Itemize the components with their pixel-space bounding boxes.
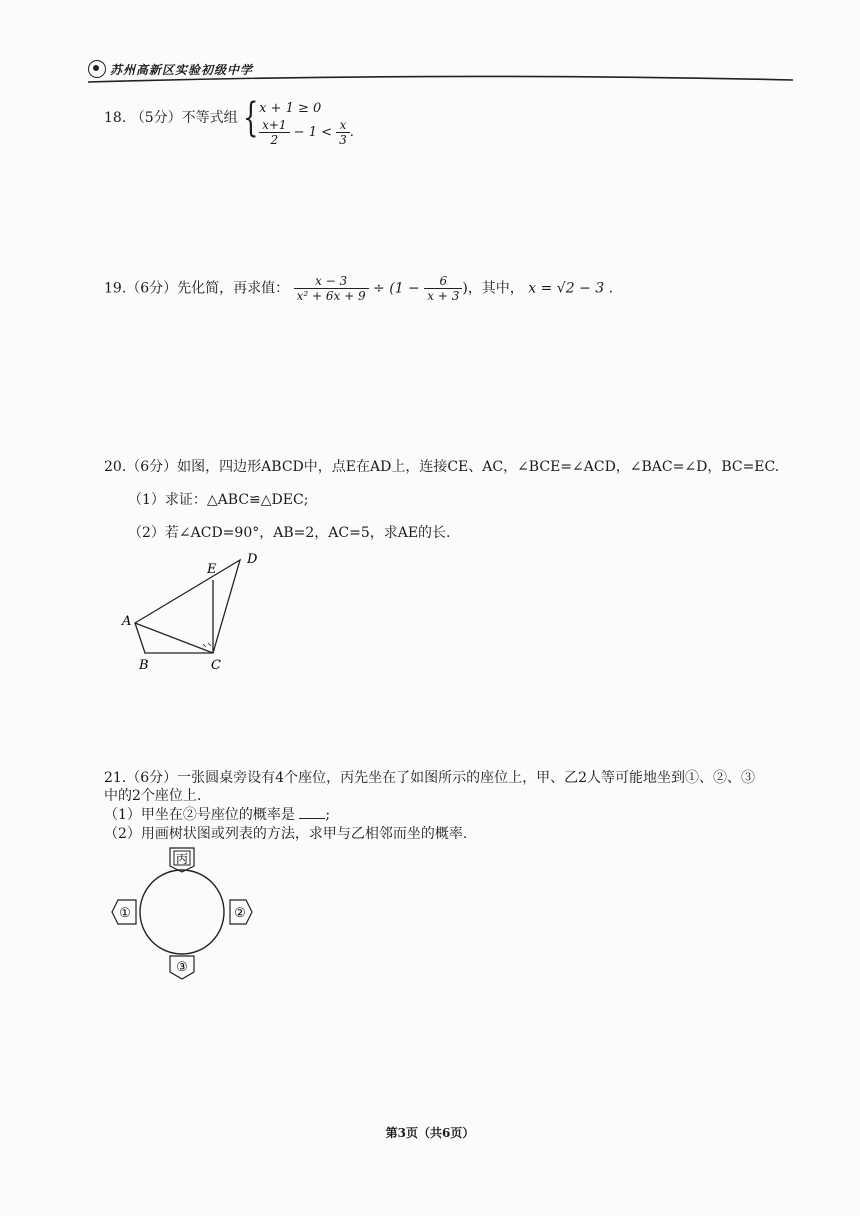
question-19: 19.（6分）先化简，再求值： $\frac{x - 3}{\text{x² + 6x + 9}}$ ÷ (1 − $\frac{6}{x + 3}$ )，其中， x = √2 − 3 . bbox=[104, 274, 614, 303]
seat-top-label: 丙 bbox=[175, 852, 189, 866]
q19-value: x = √2 − 3 . bbox=[528, 280, 614, 297]
quadrilateral-figure bbox=[110, 545, 270, 675]
round-table bbox=[140, 870, 224, 954]
q21-stem-1: 21.（6分）一张圆桌旁设有4个座位，丙先坐在了如图所示的座位上，甲、乙2人等可能地坐到①、②、③ bbox=[104, 770, 755, 786]
answer-blank bbox=[299, 806, 325, 819]
label-C: C bbox=[211, 658, 221, 673]
label-E: E bbox=[207, 562, 217, 577]
seat-left-label: ① bbox=[119, 906, 131, 921]
label-A: A bbox=[122, 614, 132, 629]
q20-part2: （2）若∠ACD=90°，AB=2，AC=5，求AE的长. bbox=[128, 525, 451, 541]
q20-part1: （1）求证：△ABC≌△DEC; bbox=[128, 492, 309, 508]
page-number: 第3页（共6页） bbox=[385, 1126, 475, 1140]
school-name: 苏州高新区实验初级中学 bbox=[110, 62, 254, 77]
ineq-row-1: x + 1 ≥ 0 bbox=[259, 101, 322, 116]
q20-stem: 20.（6分）如图，四边形ABCD中，点E在AD上，连接CE、AC，∠BCE=∠ACD，∠BAC=∠D，BC=EC. bbox=[104, 459, 780, 475]
q21-stem-2: 中的2个座位上. bbox=[104, 788, 202, 804]
header-rule bbox=[88, 70, 793, 90]
ineq-row-2: $\frac{x+1}{2}$ − 1 < $\frac{x}{3}$ . bbox=[259, 118, 354, 136]
seat-right-label: ② bbox=[234, 906, 246, 921]
q19-prefix: 19.（6分）先化简，再求值： bbox=[104, 280, 290, 297]
round-table-figure bbox=[108, 842, 258, 982]
question-18 bbox=[104, 95, 354, 147]
seat-bottom-label: ③ bbox=[176, 960, 188, 975]
inequality-system: { x + 1 ≥ 0 $\frac{x+1}{2}$ − 1 < $\frac{x}{3}$ . bbox=[242, 95, 354, 147]
label-B: B bbox=[139, 658, 149, 673]
q21-part2: （2）用画树状图或列表的方法，求甲与乙相邻而坐的概率. bbox=[104, 826, 468, 842]
q19-fraction-2: $\frac{6}{x + 3}$ bbox=[424, 274, 462, 303]
q18-prefix: 18. （5分）不等式组 bbox=[104, 110, 238, 126]
label-D: D bbox=[247, 552, 258, 567]
q21-part1: （1）甲坐在②号座位的概率是 ; bbox=[104, 807, 331, 823]
q19-fraction-1: $\frac{x - 3}{\text{x² + 6x + 9}}$ bbox=[294, 274, 369, 303]
